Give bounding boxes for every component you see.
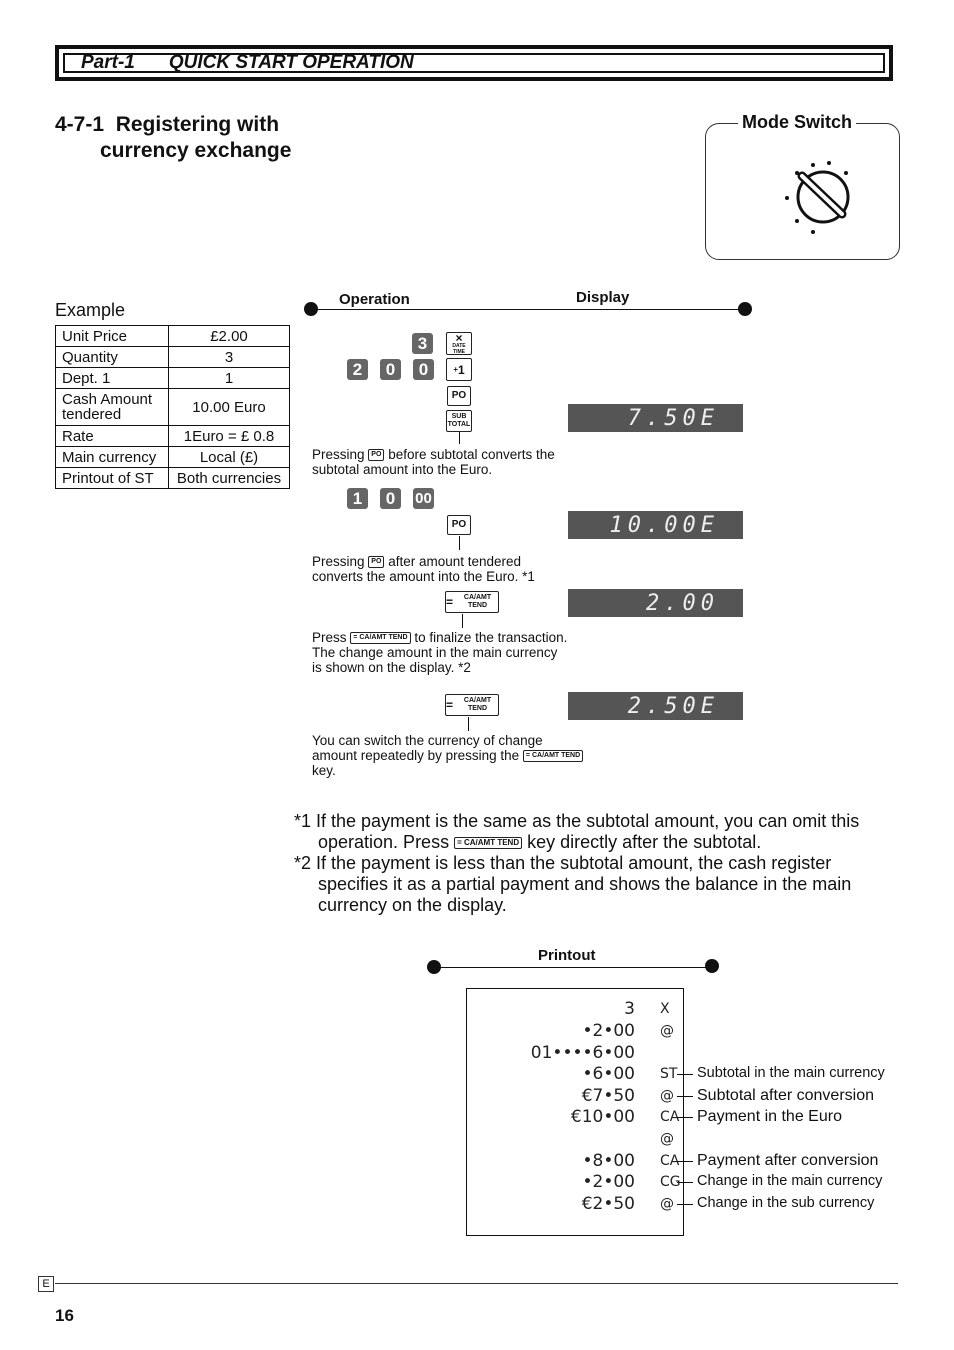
table-cell: Dept. 1 — [56, 368, 169, 389]
key-0: 0 — [380, 359, 401, 380]
note-text: Press — [312, 630, 347, 645]
po-key: PO — [447, 515, 471, 535]
section-number: 4-7-1 — [55, 113, 105, 136]
display-readout: 2.00 — [568, 589, 743, 617]
ca-amt-tend-key: = CA/AMT TEND — [445, 591, 499, 613]
table-cell: Quantity — [56, 347, 169, 368]
mode-switch-dial-icon — [780, 158, 860, 238]
part-title: QUICK START OPERATION — [168, 52, 414, 73]
note-text: converts the amount into the Euro. *1 — [312, 569, 535, 584]
timeline-end-dot — [738, 302, 752, 316]
display-label: Display — [576, 289, 630, 306]
printout-timeline-line — [434, 967, 712, 968]
display-readout: 7.50E — [568, 404, 743, 432]
receipt-symbol: CA — [660, 1153, 680, 1169]
key-00: 00 — [413, 488, 434, 509]
annotation: Payment in the Euro — [697, 1108, 842, 1125]
receipt-symbol: @ — [660, 1023, 674, 1039]
note-po-before-subtotal — [312, 447, 555, 477]
note-text: before subtotal converts the — [388, 447, 555, 462]
note-po-after-tender — [312, 554, 535, 584]
annotation-line — [677, 1161, 693, 1162]
language-marker: E — [38, 1276, 54, 1292]
connector-line — [459, 536, 460, 550]
receipt-symbol: X — [660, 1001, 670, 1017]
note-text: Pressing — [312, 554, 365, 569]
po-key-inline: PO — [368, 556, 384, 568]
table-cell: Cash Amount tendered — [56, 389, 169, 426]
display-readout: 2.50E — [568, 692, 743, 720]
receipt-line: €7•50 — [581, 1086, 635, 1106]
key-label: CA/AMT TEND — [463, 697, 492, 712]
ca-amt-key-inline: = CA/AMT TEND — [523, 750, 583, 762]
note-text: amount repeatedly by pressing the — [312, 748, 520, 763]
table-row — [56, 468, 290, 489]
note-text: key. — [312, 763, 336, 778]
multiply-date-time-key: × DATE TIME — [446, 332, 472, 355]
footnote-text: *2 If the payment is less than the subtotal amount, the cash register — [294, 853, 832, 873]
table-row — [56, 326, 290, 347]
footer-divider — [55, 1283, 898, 1284]
receipt-symbol: ST — [660, 1066, 678, 1082]
annotation: Subtotal in the main currency — [697, 1065, 885, 1081]
key-3: 3 — [412, 333, 433, 354]
annotation-line — [677, 1074, 693, 1075]
note-text: after amount tendered — [388, 554, 522, 569]
note-text: subtotal amount into the Euro. — [312, 462, 493, 477]
note-finalize — [312, 630, 567, 675]
annotation-line — [677, 1182, 693, 1183]
ca-amt-tend-key: = CA/AMT TEND — [445, 694, 499, 716]
po-key: PO — [447, 386, 471, 406]
table-cell: Rate — [56, 426, 169, 447]
table-row — [56, 426, 290, 447]
section-title-line1: Registering with — [115, 113, 280, 136]
receipt-line: •6•00 — [582, 1064, 635, 1084]
key-label: CA/AMT TEND — [531, 752, 581, 760]
printout-end-dot — [705, 959, 719, 973]
table-row — [56, 347, 290, 368]
po-key-inline: PO — [368, 449, 384, 461]
annotation: Change in the main currency — [697, 1173, 883, 1189]
example-table — [55, 325, 290, 489]
receipt-line: •2•00 — [582, 1021, 635, 1041]
table-cell: Printout of ST — [56, 468, 169, 489]
key-label: CA/AMT TEND — [359, 634, 408, 642]
receipt-symbol: @ — [660, 1088, 674, 1104]
receipt-symbol: CG — [660, 1174, 681, 1190]
printout-label: Printout — [538, 947, 596, 964]
table-cell: Main currency — [56, 447, 169, 468]
section-title-line2: currency exchange — [100, 139, 292, 162]
key-0: 0 — [413, 359, 434, 380]
footnote-2 — [294, 853, 904, 916]
receipt-line: 3 — [624, 999, 635, 1019]
table-cell: 10.00 Euro — [169, 389, 290, 426]
connector-line — [459, 432, 460, 444]
key-label: CA/AMT TEND — [463, 594, 492, 609]
table-row — [56, 389, 290, 426]
note-text: The change amount in the main currency — [312, 645, 558, 660]
page-number: 16 — [55, 1306, 74, 1325]
receipt-symbol: @ — [660, 1196, 674, 1212]
key-0: 0 — [380, 488, 401, 509]
footnote-text: key directly after the subtotal. — [527, 832, 762, 852]
table-cell: 1Euro = £ 0.8 — [169, 426, 290, 447]
annotation: Subtotal after conversion — [697, 1087, 874, 1104]
section-title — [55, 112, 291, 164]
key-label: CA/AMT TEND — [464, 838, 520, 848]
note-switch-currency — [312, 733, 583, 778]
annotation: Change in the sub currency — [697, 1195, 875, 1211]
ca-amt-key-inline: = CA/AMT TEND — [350, 632, 410, 644]
footnote-text: specifies it as a partial payment and shows the balance in the main — [318, 874, 852, 894]
table-cell: 3 — [169, 347, 290, 368]
part-number: Part-1 — [81, 52, 135, 73]
display-readout: 10.00E — [568, 511, 743, 539]
table-cell: £2.00 — [169, 326, 290, 347]
receipt-symbol: CA — [660, 1109, 680, 1125]
connector-line — [462, 614, 463, 628]
table-cell: Unit Price — [56, 326, 169, 347]
key-label: DATE TIME — [452, 342, 466, 355]
receipt-line: €2•50 — [581, 1194, 635, 1214]
footnote-1 — [294, 811, 904, 853]
key-label: 1 — [457, 362, 465, 377]
table-row — [56, 447, 290, 468]
subtotal-key: SUB TOTAL — [446, 410, 472, 432]
annotation: Payment after conversion — [697, 1152, 879, 1169]
mode-switch-label: Mode Switch — [738, 112, 856, 133]
part-header — [55, 45, 893, 81]
table-cell: Both currencies — [169, 468, 290, 489]
footnote-text: currency on the display. — [318, 895, 507, 915]
connector-line — [468, 717, 469, 731]
receipt-line: •8•00 — [582, 1151, 635, 1171]
table-row — [56, 368, 290, 389]
note-text: to finalize the transaction. — [414, 630, 568, 645]
annotation-line — [677, 1096, 693, 1097]
key-1: 1 — [347, 488, 368, 509]
receipt-line: €10•00 — [570, 1107, 635, 1127]
dept-1-key: + 1 — [446, 358, 472, 381]
ca-amt-key-inline: = CA/AMT TEND — [454, 837, 522, 849]
annotation-line — [677, 1204, 693, 1205]
receipt-line: 01••••6•00 — [530, 1043, 635, 1063]
key-2: 2 — [347, 359, 368, 380]
example-label: Example — [55, 300, 126, 320]
note-text: is shown on the display. *2 — [312, 660, 471, 675]
annotation-line — [677, 1117, 693, 1118]
receipt-line: •2•00 — [582, 1172, 635, 1192]
footnote-text: operation. Press — [318, 832, 450, 852]
note-text: You can switch the currency of change — [312, 733, 543, 748]
operation-label: Operation — [339, 291, 410, 308]
footnote-text: *1 If the payment is the same as the subtotal amount, you can omit this — [294, 811, 860, 831]
receipt — [466, 988, 684, 1236]
note-text: Pressing — [312, 447, 365, 462]
timeline-line — [311, 309, 745, 310]
table-cell: Local (£) — [169, 447, 290, 468]
receipt-symbol: @ — [660, 1131, 674, 1147]
table-cell: 1 — [169, 368, 290, 389]
